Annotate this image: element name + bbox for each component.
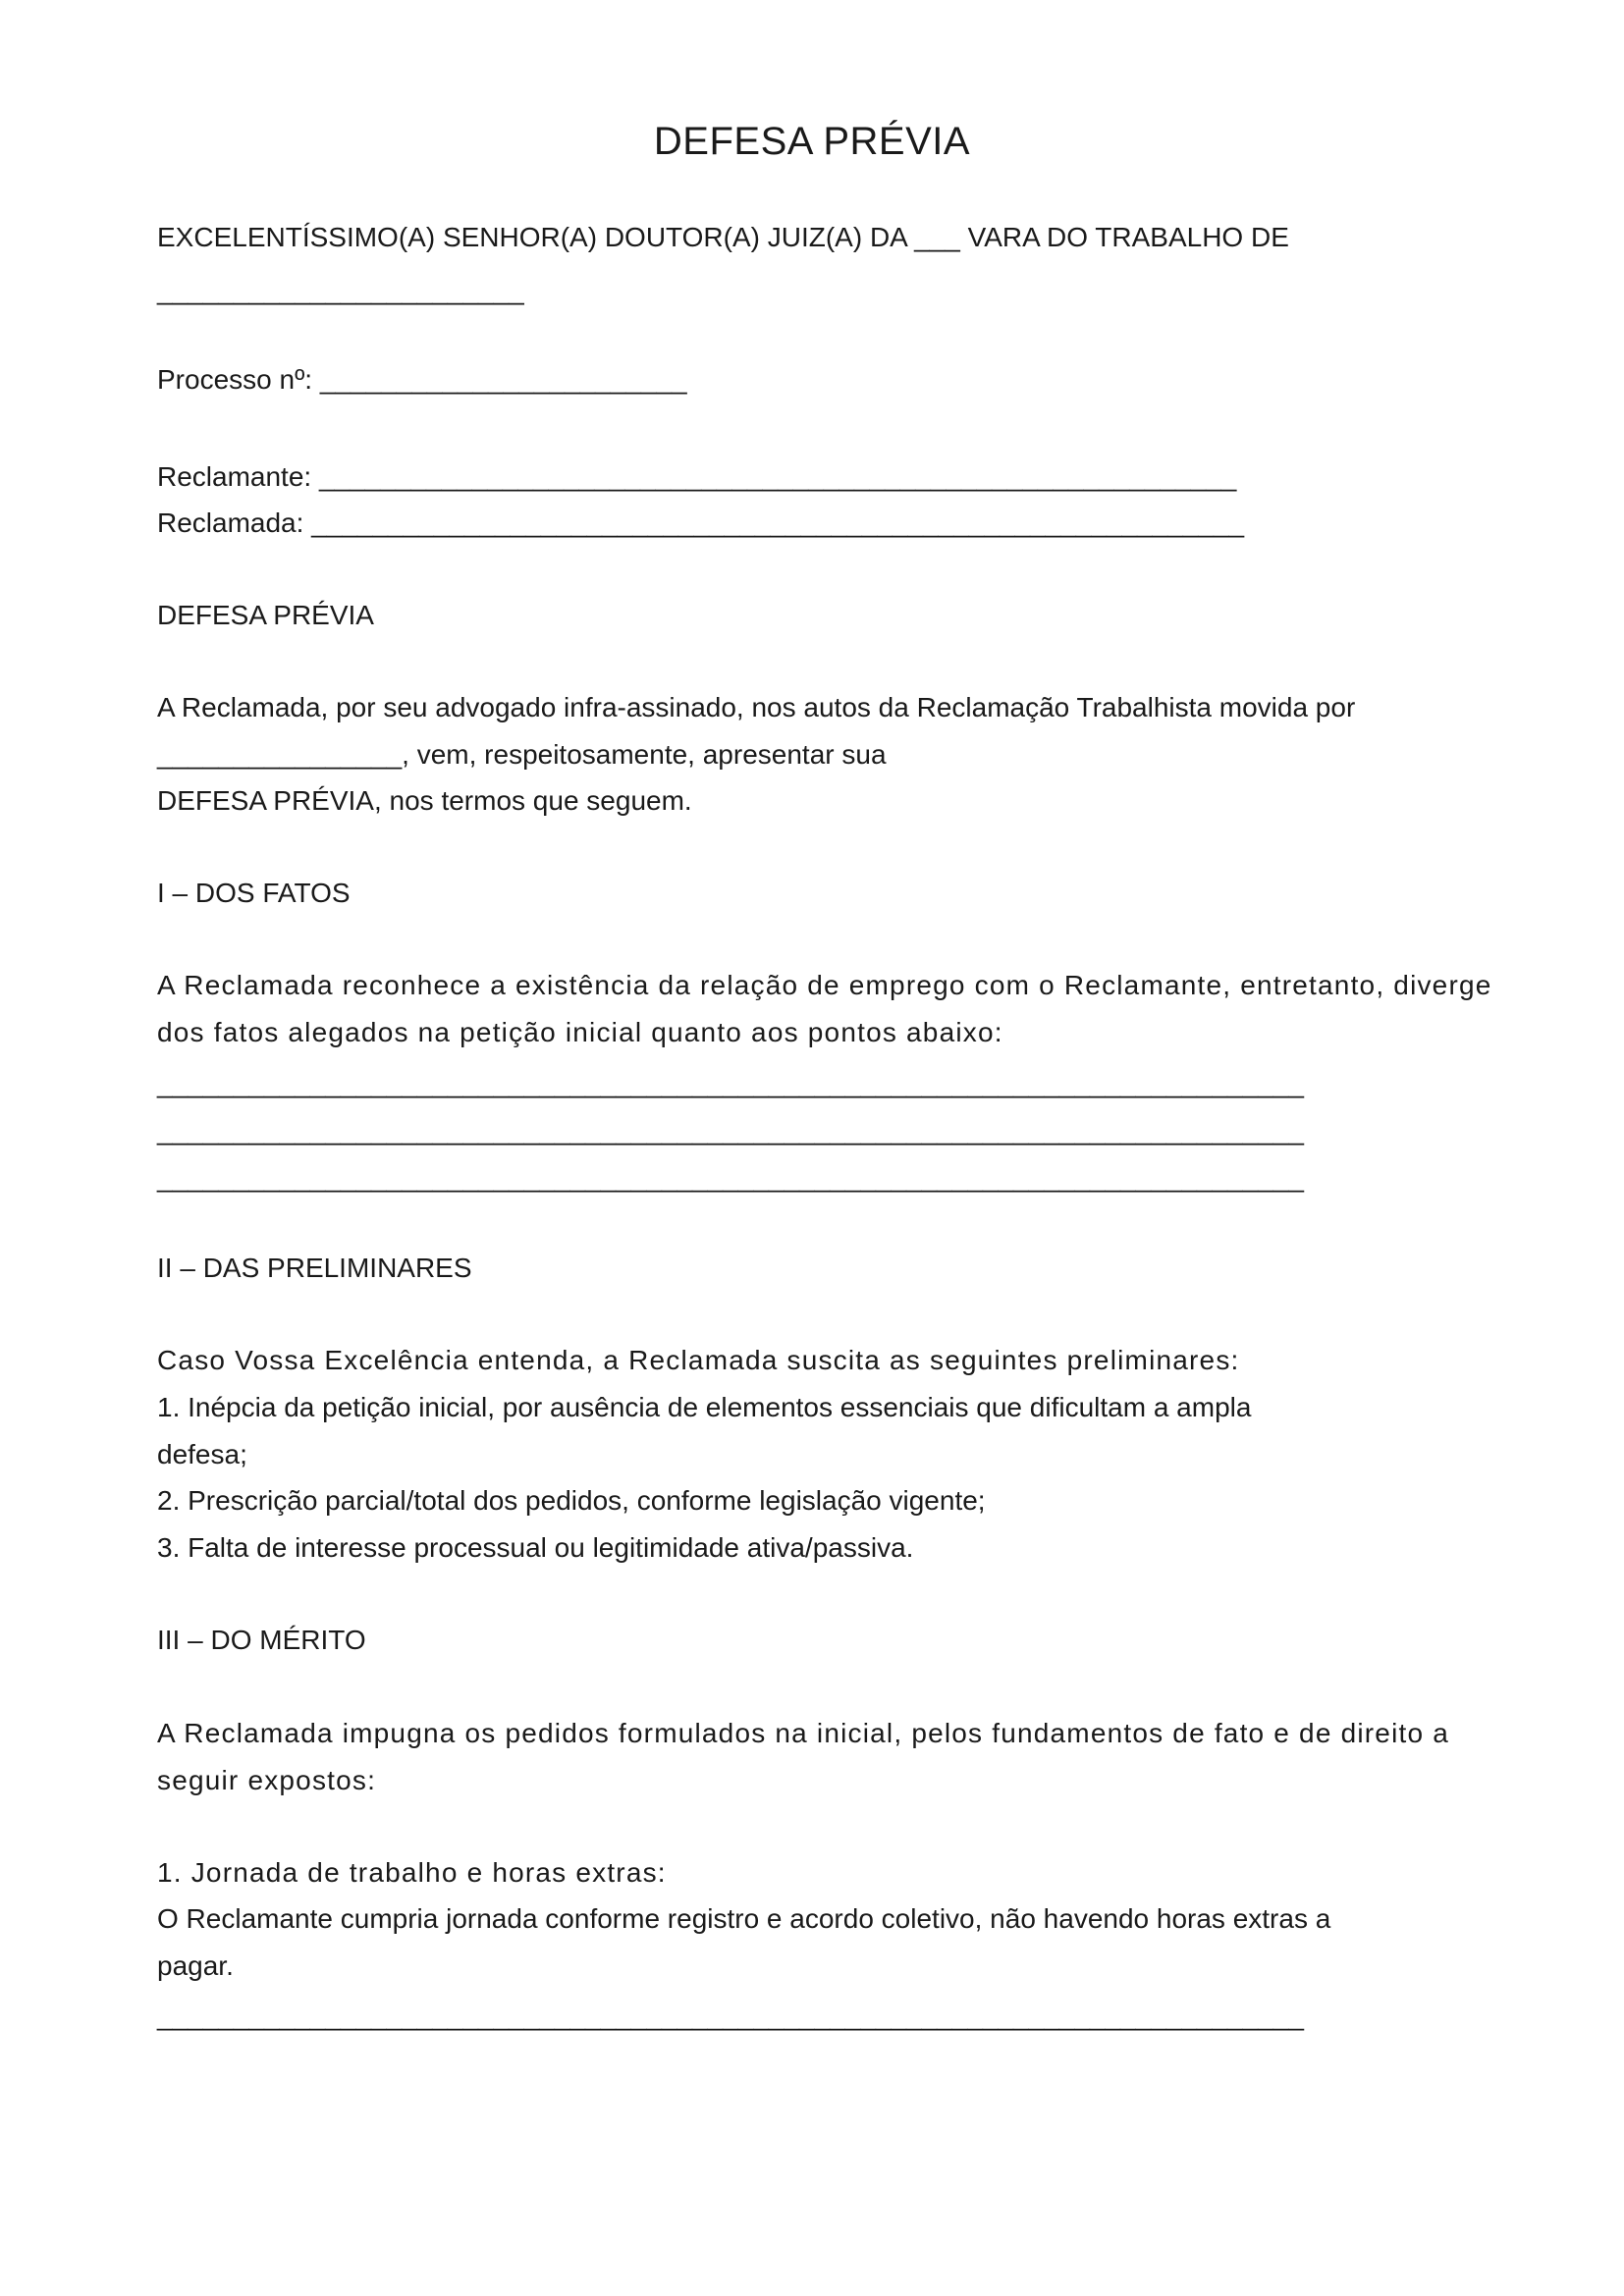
merits-sub1-line-2: pagar. — [157, 1950, 234, 1981]
intro-line-1: A Reclamada, por seu advogado infra-assinado, nos autos da Reclamação Trabalhista movida por — [157, 692, 1356, 722]
facts-blank-2: ___________________________________________________________________________ — [157, 1115, 1304, 1146]
section-heading-facts: I – DOS FATOS — [157, 878, 351, 908]
merits-line-2: seguir expostos: — [157, 1765, 377, 1795]
intro-line-3: DEFESA PRÉVIA, nos termos que seguem. — [157, 785, 692, 816]
merits-sub1-line-1: O Reclamante cumpria jornada conforme registro e acordo coletivo, não havendo horas extras a — [157, 1903, 1331, 1934]
preliminary-item-3: 3. Falta de interesse processual ou legitimidade ativa/passiva. — [157, 1532, 914, 1563]
document-title: DEFESA PRÉVIA — [653, 120, 971, 163]
merits-line-1: A Reclamada impugna os pedidos formulados na inicial, pelos fundamentos de fato e de direito a — [157, 1718, 1449, 1748]
merits-subheading-1: 1. Jornada de trabalho e horas extras: — [157, 1857, 667, 1888]
preliminaries-intro: Caso Vossa Excelência entenda, a Reclamada suscita as seguintes preliminares: — [157, 1345, 1240, 1375]
claimant-field: Reclamante: ____________________________________________________________ — [157, 461, 1237, 492]
merits-sub1-blank: ___________________________________________________________________________ — [157, 2001, 1304, 2031]
section-heading-merits: III – DO MÉRITO — [157, 1625, 366, 1655]
addressee-line: EXCELENTÍSSIMO(A) SENHOR(A) DOUTOR(A) JUIZ(A) DA ___ VARA DO TRABALHO DE — [157, 222, 1289, 252]
preliminary-item-1-cont: defesa; — [157, 1439, 247, 1469]
subtitle: DEFESA PRÉVIA — [157, 600, 374, 630]
facts-blank-1: ___________________________________________________________________________ — [157, 1068, 1304, 1098]
facts-line-2: dos fatos alegados na petição inicial quanto aos pontos abaixo: — [157, 1017, 1003, 1047]
process-number-field: Processo nº: ________________________ — [157, 364, 687, 395]
preliminary-item-1: 1. Inépcia da petição inicial, por ausência de elementos essenciais que dificultam a ampla — [157, 1392, 1252, 1422]
section-heading-preliminaries: II – DAS PRELIMINARES — [157, 1253, 472, 1283]
facts-line-1: A Reclamada reconhece a existência da relação de emprego com o Reclamante, entretanto, diverge — [157, 970, 1492, 1000]
intro-line-2: ________________, vem, respeitosamente, apresentar sua — [157, 739, 887, 770]
defendant-field: Reclamada: _____________________________________________________________ — [157, 507, 1245, 538]
addressee-blank: ________________________ — [157, 275, 524, 305]
preliminary-item-2: 2. Prescrição parcial/total dos pedidos, conforme legislação vigente; — [157, 1485, 986, 1516]
facts-blank-3: ___________________________________________________________________________ — [157, 1162, 1304, 1193]
